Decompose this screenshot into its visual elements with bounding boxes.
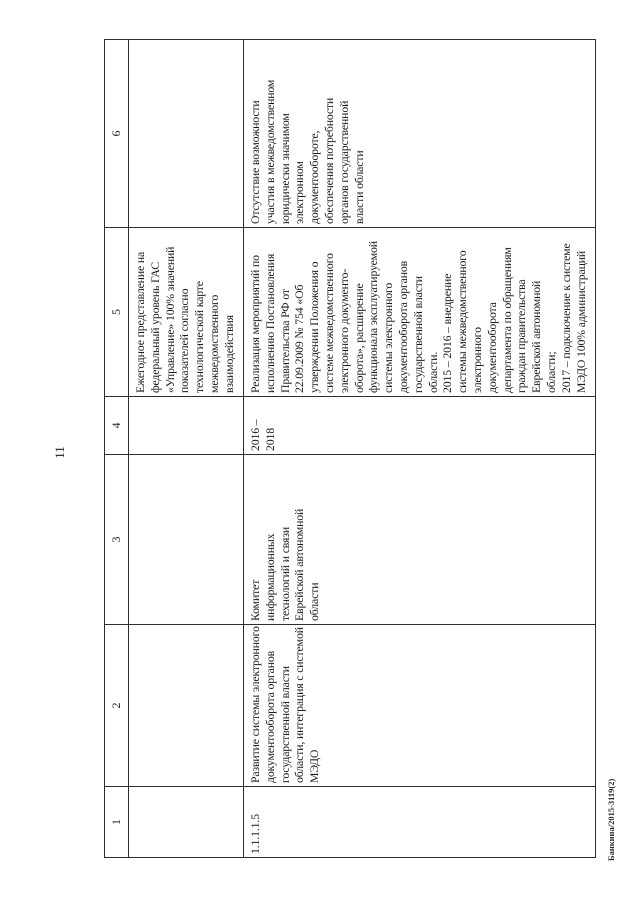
cell-period bbox=[129, 397, 244, 455]
cell-item-number bbox=[129, 787, 244, 858]
column-number-4: 4 bbox=[105, 397, 129, 455]
column-number-6: 6 bbox=[105, 40, 129, 228]
measures-table bbox=[104, 39, 596, 858]
cell-measure-name bbox=[129, 625, 244, 787]
table-header-row bbox=[105, 40, 129, 858]
cell-consequences: Отсутствие возможности участия в межведомственном юридически значимом электронном документообороте, обеспечения потребности органов государственной власти области bbox=[244, 40, 596, 228]
cell-consequences bbox=[129, 40, 244, 228]
column-number-1: 1 bbox=[105, 787, 129, 858]
table-row bbox=[129, 40, 244, 858]
cell-measure-name: Развитие системы электронного документооборота органов государственной власти области, интеграция с системой МЭДО bbox=[244, 625, 596, 787]
cell-period: 2016 – 2018 bbox=[244, 397, 596, 455]
column-number-5: 5 bbox=[105, 228, 129, 397]
cell-responsible: Комитет информационных технологий и связи Еврейской автономной области bbox=[244, 455, 596, 625]
document-footer-code: Банкина/2015-3119(2) bbox=[606, 778, 616, 861]
cell-responsible bbox=[129, 455, 244, 625]
column-number-2: 2 bbox=[105, 625, 129, 787]
table-row bbox=[244, 40, 596, 858]
cell-expected-result: Реализация мероприятий по исполнению Постановления Правительства РФ от 22.09.2009 № 754 «Об утверждении Положения о системе межведомственного электронного документо- оборота», расширение функционала эксплуатируемой системы электронного документооборота органов государственной власти области. 2015 – 2016 – внедрение системы межведомственного электронного документооборота департамента по обращениям граждан правительства Еврейской автономной области; 2017 – подключение к системе МЭДО 100% администраций bbox=[244, 228, 596, 397]
cell-item-number: 1.1.1.1.5 bbox=[244, 787, 596, 858]
column-number-3: 3 bbox=[105, 455, 129, 625]
cell-expected-result: Ежегодное представление на федеральный уровень ГАС «Управление» 100% значений показателей согласно технологической карте межведомственного взаимодействия bbox=[129, 228, 244, 397]
page-number: 11 bbox=[52, 446, 67, 459]
